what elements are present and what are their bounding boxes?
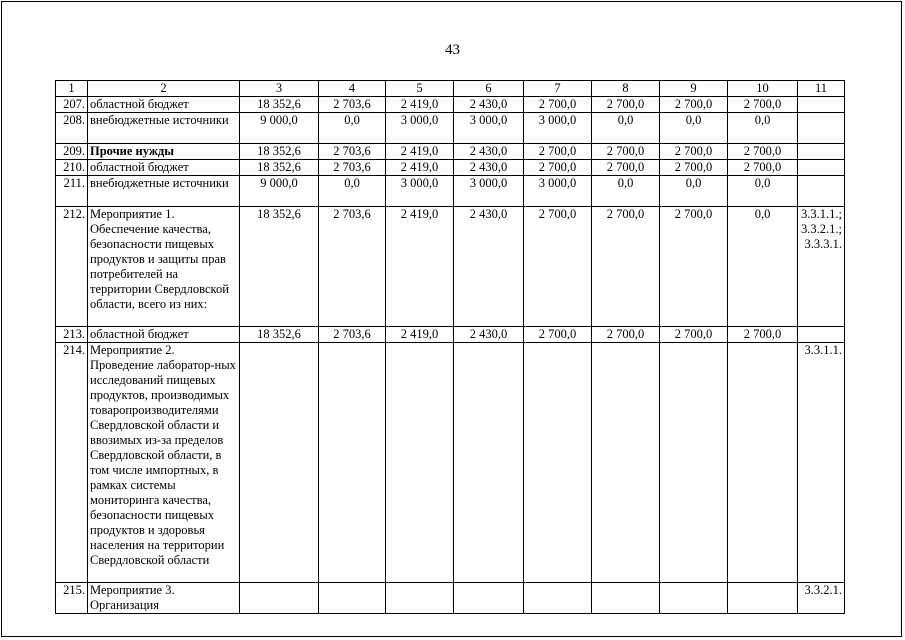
- value-cell: 2 419,0: [386, 207, 454, 327]
- value-cell: [728, 583, 798, 614]
- value-cell: 2 700,0: [524, 327, 592, 343]
- table-row: [56, 343, 845, 583]
- value-cell: 2 700,0: [660, 97, 728, 113]
- table-row: [56, 207, 845, 327]
- value-cell: 0,0: [660, 113, 728, 144]
- ref-cell: [798, 160, 845, 176]
- value-cell: 2 419,0: [386, 97, 454, 113]
- value-cell: 2 430,0: [454, 160, 524, 176]
- value-cell: 0,0: [660, 176, 728, 207]
- row-name: внебюджетные источники: [88, 176, 240, 207]
- row-name: [88, 144, 240, 160]
- column-header: 7: [524, 81, 592, 97]
- value-cell: 2 700,0: [592, 207, 660, 327]
- column-header: 9: [660, 81, 728, 97]
- value-cell: 2 700,0: [660, 327, 728, 343]
- ref-cell: [798, 327, 845, 343]
- value-cell: [240, 343, 319, 583]
- value-cell: 2 700,0: [660, 144, 728, 160]
- value-cell: 2 700,0: [728, 97, 798, 113]
- column-header: 1: [56, 81, 88, 97]
- row-name: Мероприятие 1. Обеспечение качества, безопасности пищевых продуктов и защиты прав потребителей на территории Свердловской области, всего из них:: [88, 207, 240, 327]
- budget-table: [55, 80, 845, 614]
- value-cell: 0,0: [728, 176, 798, 207]
- column-header: 11: [798, 81, 845, 97]
- column-header: 10: [728, 81, 798, 97]
- value-cell: 2 700,0: [728, 144, 798, 160]
- value-cell: 2 700,0: [524, 97, 592, 113]
- table-row: [56, 97, 845, 113]
- value-cell: 9 000,0: [240, 113, 319, 144]
- row-name: внебюджетные источники: [88, 113, 240, 144]
- value-cell: 2 703,6: [319, 207, 386, 327]
- table-row: [56, 160, 845, 176]
- value-cell: 2 430,0: [454, 327, 524, 343]
- page-number: 43: [445, 42, 460, 58]
- value-cell: 2 419,0: [386, 160, 454, 176]
- value-cell: 2 700,0: [592, 327, 660, 343]
- ref-cell: 3.3.1.1.: [798, 343, 845, 583]
- ref-cell: [798, 176, 845, 207]
- value-cell: 3 000,0: [454, 113, 524, 144]
- value-cell: [524, 343, 592, 583]
- value-cell: 2 430,0: [454, 144, 524, 160]
- value-cell: [240, 583, 319, 614]
- value-cell: 2 700,0: [660, 160, 728, 176]
- ref-cell: 3.3.1.1.; 3.3.2.1.; 3.3.3.1.: [798, 207, 845, 327]
- value-cell: 2 419,0: [386, 144, 454, 160]
- column-header: 8: [592, 81, 660, 97]
- row-name: областной бюджет: [88, 327, 240, 343]
- value-cell: 2 703,6: [319, 160, 386, 176]
- value-cell: 2 430,0: [454, 207, 524, 327]
- row-number: 211.: [56, 176, 88, 207]
- value-cell: [660, 343, 728, 583]
- column-header: 6: [454, 81, 524, 97]
- value-cell: [319, 583, 386, 614]
- value-cell: 18 352,6: [240, 160, 319, 176]
- value-cell: 0,0: [592, 176, 660, 207]
- ref-cell: 3.3.2.1.: [798, 583, 845, 614]
- value-cell: 0,0: [319, 176, 386, 207]
- value-cell: [386, 343, 454, 583]
- value-cell: [386, 583, 454, 614]
- value-cell: [454, 583, 524, 614]
- row-number: 210.: [56, 160, 88, 176]
- value-cell: 3 000,0: [386, 113, 454, 144]
- value-cell: [592, 583, 660, 614]
- column-header: 4: [319, 81, 386, 97]
- value-cell: 2 700,0: [524, 144, 592, 160]
- value-cell: 0,0: [592, 113, 660, 144]
- table-row: [56, 327, 845, 343]
- value-cell: 18 352,6: [240, 97, 319, 113]
- value-cell: 3 000,0: [454, 176, 524, 207]
- row-number: 209.: [56, 144, 88, 160]
- value-cell: 2 703,6: [319, 97, 386, 113]
- value-cell: 2 700,0: [592, 144, 660, 160]
- value-cell: 3 000,0: [386, 176, 454, 207]
- value-cell: 0,0: [319, 113, 386, 144]
- header-row: [56, 81, 845, 97]
- value-cell: [660, 583, 728, 614]
- table-row: [56, 583, 845, 614]
- row-name: областной бюджет: [88, 160, 240, 176]
- ref-cell: [798, 113, 845, 144]
- column-header: 2: [88, 81, 240, 97]
- value-cell: 18 352,6: [240, 144, 319, 160]
- value-cell: 3 000,0: [524, 113, 592, 144]
- value-cell: 18 352,6: [240, 207, 319, 327]
- value-cell: [524, 583, 592, 614]
- row-number: 214.: [56, 343, 88, 583]
- value-cell: 2 700,0: [728, 160, 798, 176]
- value-cell: [728, 343, 798, 583]
- value-cell: 2 700,0: [660, 207, 728, 327]
- value-cell: 0,0: [728, 207, 798, 327]
- value-cell: 2 430,0: [454, 97, 524, 113]
- value-cell: 0,0: [728, 113, 798, 144]
- value-cell: 2 700,0: [592, 160, 660, 176]
- value-cell: 18 352,6: [240, 327, 319, 343]
- value-cell: 3 000,0: [524, 176, 592, 207]
- value-cell: [454, 343, 524, 583]
- value-cell: 2 703,6: [319, 327, 386, 343]
- value-cell: [592, 343, 660, 583]
- value-cell: 2 419,0: [386, 327, 454, 343]
- row-name: Мероприятие 2. Проведение лаборатор-ных исследований пищевых продуктов, производимых товаропроизводителями Свердловской области и ввозимых из-за пределов Свердловской области, в том числе импортных, в рамках системы мониторинга качества, безопасности пищевых продуктов и здоровья населения на территории Свердловской области: [88, 343, 240, 583]
- row-name: Мероприятие 3. Организация: [88, 583, 240, 614]
- value-cell: 2 700,0: [592, 97, 660, 113]
- column-header: 5: [386, 81, 454, 97]
- row-number: 215.: [56, 583, 88, 614]
- table-row: [56, 113, 845, 144]
- ref-cell: [798, 97, 845, 113]
- row-name-bold: Прочие нужды: [90, 144, 174, 158]
- row-number: 212.: [56, 207, 88, 327]
- value-cell: 2 700,0: [524, 160, 592, 176]
- value-cell: 2 703,6: [319, 144, 386, 160]
- value-cell: 9 000,0: [240, 176, 319, 207]
- table-row: [56, 176, 845, 207]
- row-name: областной бюджет: [88, 97, 240, 113]
- ref-cell: [798, 144, 845, 160]
- table-row: [56, 144, 845, 160]
- row-number: 213.: [56, 327, 88, 343]
- row-number: 207.: [56, 97, 88, 113]
- value-cell: [319, 343, 386, 583]
- column-header: 3: [240, 81, 319, 97]
- row-number: 208.: [56, 113, 88, 144]
- value-cell: 2 700,0: [524, 207, 592, 327]
- value-cell: 2 700,0: [728, 327, 798, 343]
